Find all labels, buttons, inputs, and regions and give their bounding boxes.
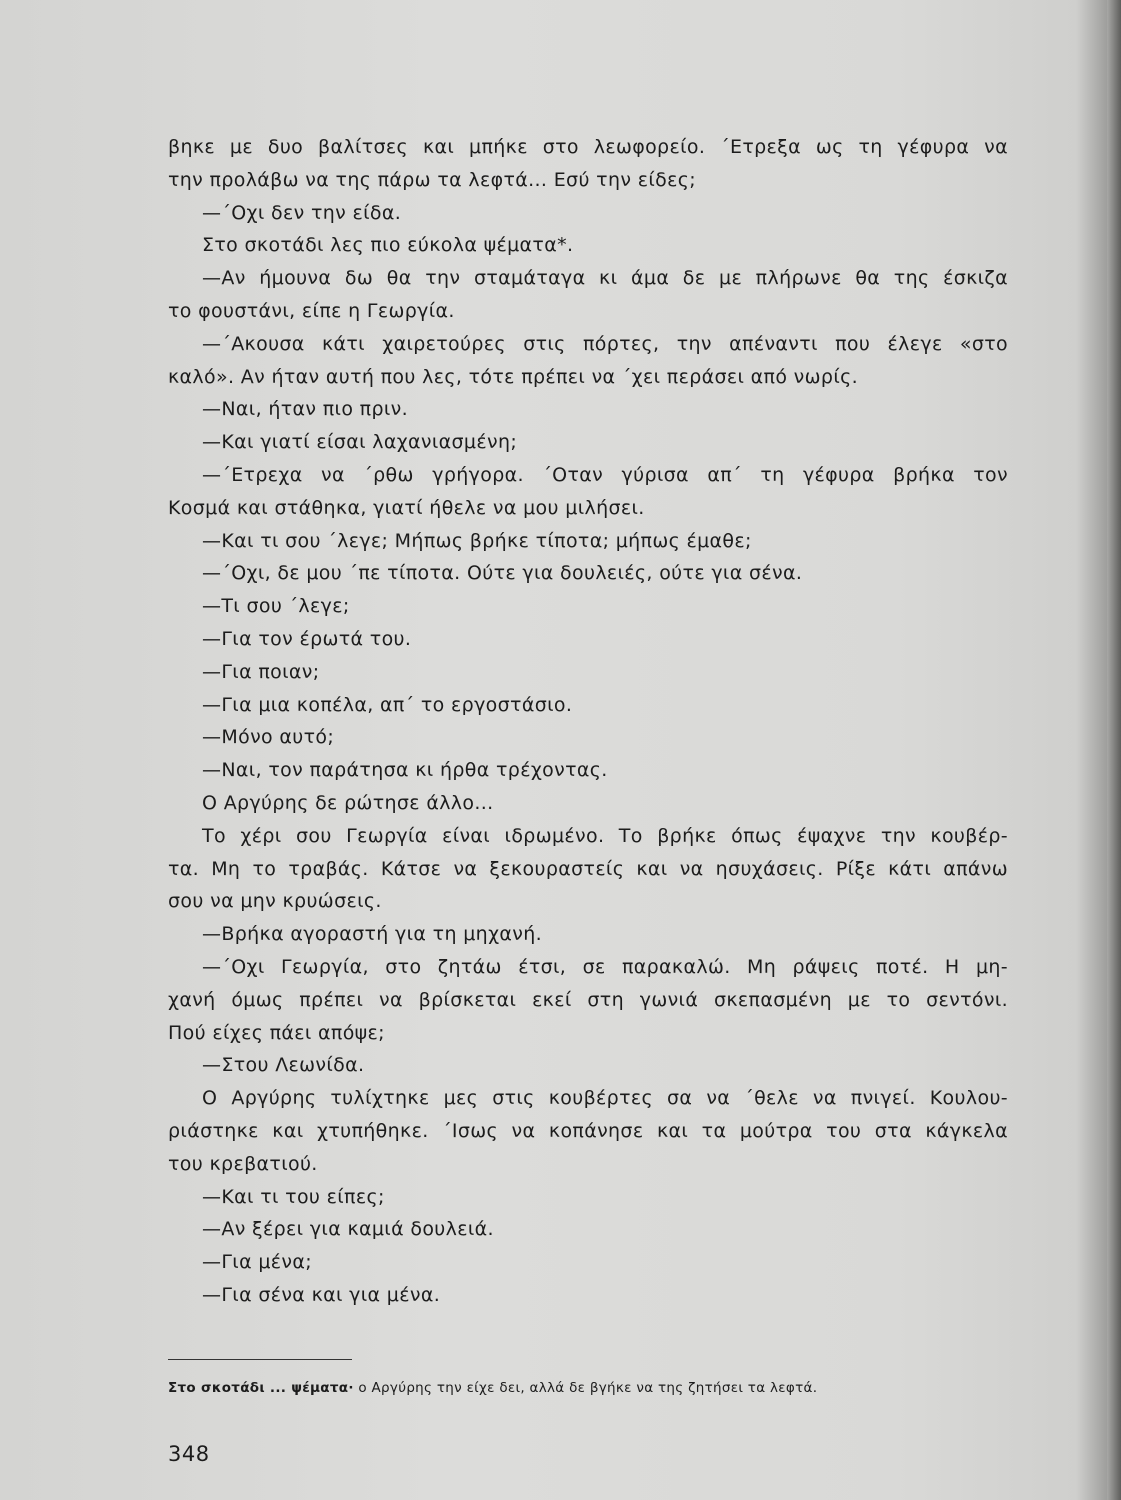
paragraph xyxy=(168,197,1008,230)
text-line: —΄Ετρεχα να ΄ρθω γρήγορα. ΄Οταν γύρισα απ΄ τη γέφυρα βρήκα τον xyxy=(202,463,1008,486)
text-line: —Αν ήμουνα δω θα την σταμάταγα κι άμα δε με πλήρωνε θα της έσκιζα xyxy=(202,267,1008,290)
paragraph xyxy=(168,525,1008,558)
text-line: —Για τον έρωτά του. xyxy=(202,627,412,650)
paragraph xyxy=(168,459,1008,525)
text-line: του κρεβατιού. xyxy=(168,1152,318,1175)
paragraph xyxy=(168,229,1008,262)
text-line: —Στου Λεωνίδα. xyxy=(202,1054,365,1077)
footnote-term: Στο σκοτάδι ... ψέματα· xyxy=(168,1380,354,1396)
text-line: —Και τι του είπες; xyxy=(202,1185,385,1208)
footnote-rule xyxy=(168,1359,352,1360)
paragraph xyxy=(168,426,1008,459)
paragraph xyxy=(168,787,1008,820)
text-line: Ο Αργύρης τυλίχτηκε μες στις κουβέρτες σα να ΄θελε να πνιγεί. Κουλου- xyxy=(202,1087,1008,1110)
text-line: —Ναι, τον παράτησα κι ήρθα τρέχοντας. xyxy=(202,759,608,782)
paragraph xyxy=(168,689,1008,722)
paragraph xyxy=(168,1279,1008,1312)
text-line: —Για μια κοπέλα, απ΄ το εργοστάσιο. xyxy=(202,693,573,716)
paragraph xyxy=(168,1213,1008,1246)
text-line: —Και τι σου ΄λεγε; Μήπως βρήκε τίποτα; μήπως έμαθε; xyxy=(202,529,752,552)
text-line: —Για ποιαν; xyxy=(202,660,320,683)
footnote-text: ο Αργύρης την είχε δει, αλλά δε βγήκε να της ζητήσει τα λεφτά. xyxy=(353,1380,818,1396)
paragraph xyxy=(168,557,1008,590)
text-line: —΄Οχι δεν την είδα. xyxy=(202,201,402,224)
paragraph xyxy=(168,262,1008,328)
body-text xyxy=(168,131,1008,1312)
paragraph xyxy=(168,918,1008,951)
paragraph xyxy=(168,393,1008,426)
paragraph xyxy=(168,951,1008,1049)
paragraph xyxy=(168,820,1008,918)
page-edge-shadow xyxy=(1107,0,1121,1500)
paragraph xyxy=(168,656,1008,689)
paragraph xyxy=(168,1181,1008,1214)
text-line: τα. Μη το τραβάς. Κάτσε να ξεκουραστείς και να ησυχάσεις. Ρίξε κάτι απάνω xyxy=(168,857,1008,880)
text-line: Το χέρι σου Γεωργία είναι ιδρωμένο. Το βρήκε όπως έψαχνε την κουβέρ- xyxy=(202,824,1008,847)
text-line: Ο Αργύρης δε ρώτησε άλλο... xyxy=(202,791,494,814)
paragraph xyxy=(168,131,1008,197)
text-line: καλό». Αν ήταν αυτή που λες, τότε πρέπει να ΄χει περάσει από νωρίς. xyxy=(168,365,858,388)
text-line: Πού είχες πάει απόψε; xyxy=(168,1021,385,1044)
paragraph xyxy=(168,721,1008,754)
text-line: Κοσμά και στάθηκα, γιατί ήθελε να μου μιλήσει. xyxy=(168,496,645,519)
text-line: —Βρήκα αγοραστή για τη μηχανή. xyxy=(202,923,543,946)
paragraph xyxy=(168,754,1008,787)
text-line: την προλάβω να της πάρω τα λεφτά... Εσύ την είδες; xyxy=(168,168,696,191)
text-line: ριάστηκε και χτυπήθηκε. ΄Ισως να κοπάνησε και τα μούτρα του στα κάγκελα xyxy=(168,1119,1008,1142)
paragraph xyxy=(168,590,1008,623)
paragraph xyxy=(168,328,1008,394)
text-line: —Για μένα; xyxy=(202,1251,312,1274)
text-line: —Τι σου ΄λεγε; xyxy=(202,595,350,618)
text-line: Στο σκοτάδι λες πιο εύκολα ψέματα*. xyxy=(202,234,574,257)
text-line: το φουστάνι, είπε η Γεωργία. xyxy=(168,299,455,322)
text-line: —΄Οχι Γεωργία, στο ζητάω έτσι, σε παρακαλώ. Μη ράψεις ποτέ. Η μη- xyxy=(202,955,1008,978)
text-line: χανή όμως πρέπει να βρίσκεται εκεί στη γωνιά σκεπασμένη με το σεντόνι. xyxy=(168,988,1008,1011)
text-line: —Και γιατί είσαι λαχανιασμένη; xyxy=(202,431,518,454)
text-line: βηκε με δυο βαλίτσες και μπήκε στο λεωφορείο. ΄Ετρεξα ως τη γέφυρα να xyxy=(168,136,1008,158)
text-line: —Για σένα και για μένα. xyxy=(202,1283,441,1306)
text-line: σου να μην κρυώσεις. xyxy=(168,890,382,913)
page-number: 348 xyxy=(168,1442,210,1466)
paragraph xyxy=(168,623,1008,656)
text-line: —Ναι, ήταν πιο πριν. xyxy=(202,398,409,421)
footnote xyxy=(168,1380,1008,1396)
text-line: —΄Οχι, δε μου ΄πε τίποτα. Ούτε για δουλειές, ούτε για σένα. xyxy=(202,562,803,585)
text-line: —΄Ακουσα κάτι χαιρετούρες στις πόρτες, την απέναντι που έλεγε «στο xyxy=(202,332,1008,355)
paragraph xyxy=(168,1246,1008,1279)
text-line: —Αν ξέρει για καμιά δουλειά. xyxy=(202,1218,494,1241)
paragraph xyxy=(168,1049,1008,1082)
paragraph xyxy=(168,1082,1008,1180)
text-line: —Μόνο αυτό; xyxy=(202,726,335,749)
